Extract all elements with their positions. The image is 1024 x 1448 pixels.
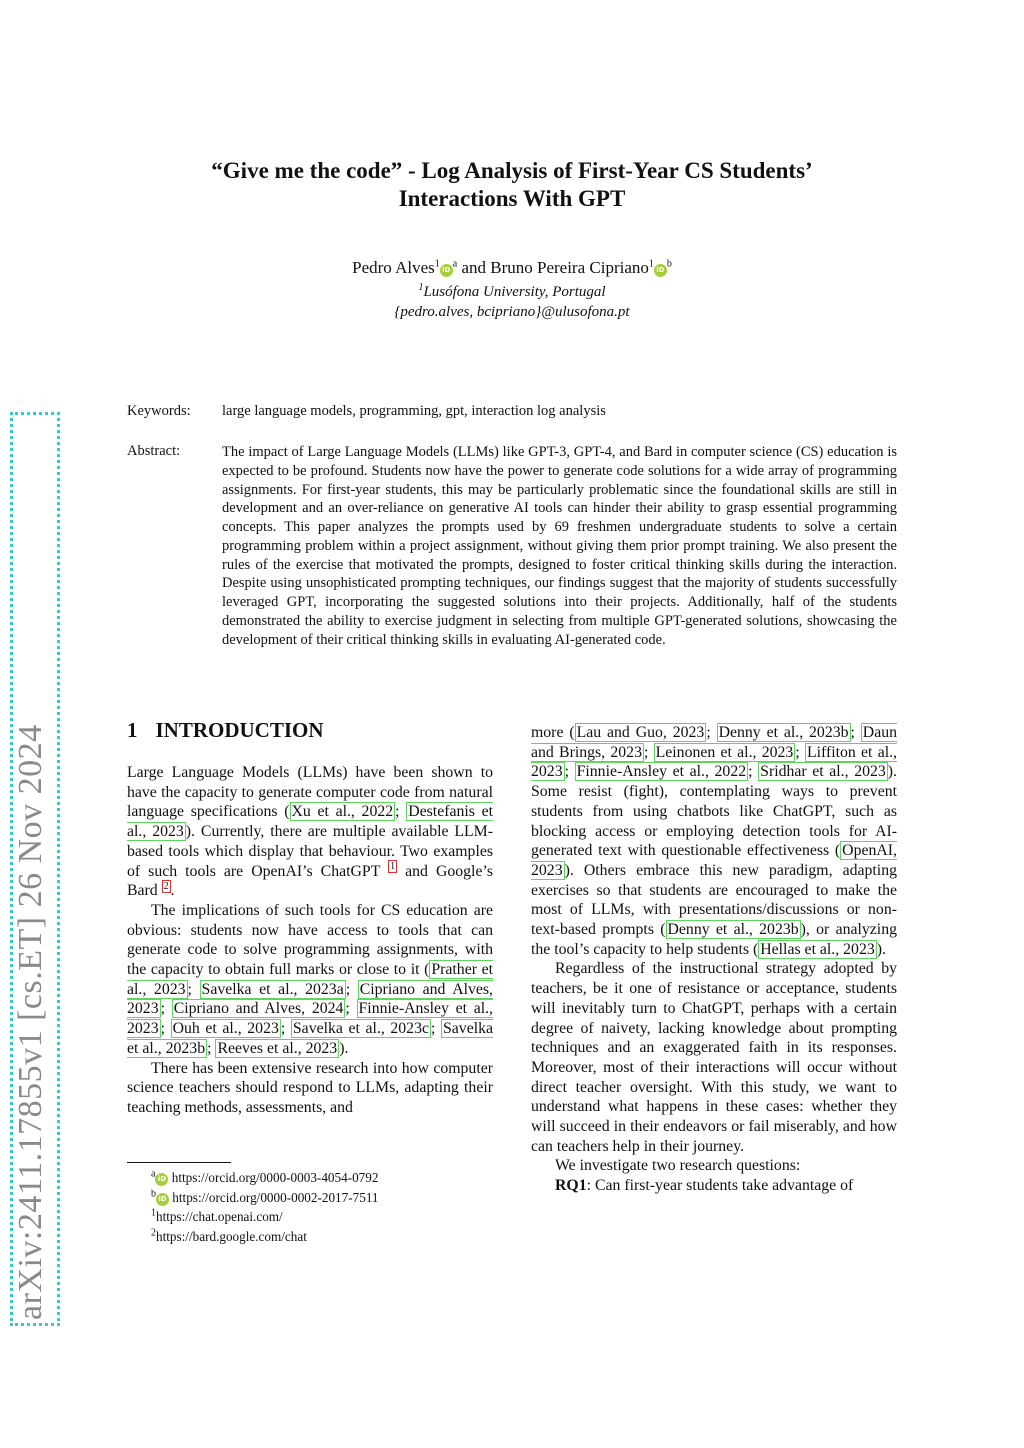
title-line-2: Interactions With GPT (398, 186, 626, 211)
citation-link[interactable]: OpenAI, 2023 (531, 842, 897, 879)
arxiv-stamp-text: arXiv:2411.17855v1 [cs.ET] 26 Nov 2024 (12, 724, 49, 1320)
citation-link[interactable]: Savelka et al., 2023a (201, 980, 344, 998)
citation-link[interactable]: Savelka et al., 2023b (127, 1020, 494, 1057)
footnote-orcid-a: $^a$ iD https://orcid.org/0000-0003-4054-0792 (151, 1168, 379, 1185)
citation-link[interactable]: Denny et al., 2023b (718, 724, 849, 741)
orcid-icon[interactable]: iD (156, 1193, 169, 1206)
paragraph: There has been extensive research into how computer science teachers should respond to LLMs, adapting their teaching methods, assessments, and (127, 1059, 493, 1116)
footnote-text[interactable]: https://chat.openai.com/ (156, 1209, 283, 1224)
citation-link[interactable]: Cipriano and Alves, 2024 (173, 1000, 344, 1018)
footnote-orcid-b: $^b$ iD https://orcid.org/0000-0002-2017-7511 (151, 1188, 379, 1205)
citation-link[interactable]: Denny et al., 2023b (667, 921, 799, 939)
arxiv-stamp[interactable] (12, 400, 50, 1320)
paper-title (0, 157, 1024, 213)
right-column (531, 723, 897, 1196)
author-1: Pedro Alves (352, 258, 435, 277)
arxiv-stamp-border (10, 412, 60, 1326)
citation-link[interactable]: Reeves et al., 2023 (217, 1039, 338, 1057)
orcid-icon[interactable]: iD (155, 1173, 168, 1186)
section-heading (127, 718, 324, 743)
citation-link[interactable]: Liffiton et al., 2023 (531, 743, 897, 781)
footnotes (127, 1168, 493, 1246)
footnote-link[interactable]: 2 (163, 880, 169, 892)
footnote-divider (127, 1162, 231, 1163)
citation-link[interactable]: Finnie-Ansley et al., 2022 (576, 763, 747, 781)
footnote-text[interactable]: https://orcid.org/0000-0003-4054-0792 (171, 1170, 379, 1185)
section-number: 1 (127, 718, 138, 742)
affiliation: $^1$Lusófona University, Portugal {pedro.alves, bcipriano}@ulusofona.pt (0, 282, 1024, 322)
research-question: RQ1: Can first-year students take advantage of (555, 1177, 854, 1195)
author-2: Bruno Pereira Cipriano (490, 258, 649, 277)
author-list: Pedro $Alves^1iD^a$ and Bruno Pereira $Cipriano^1iD^b$ (352, 258, 672, 277)
citation-link[interactable]: Ouh et al., 2023 (172, 1020, 279, 1038)
author-emails: {pedro.alves, bcipriano}@ulusofona.pt (394, 304, 630, 320)
citation-link[interactable]: Finnie-Ansley et al., 2023 (127, 1000, 494, 1038)
paragraph: more ( Lau and Guo, 2023 ; Denny et al., 2023b ; Daun and Brings, 2023 ; Leinonen et al., 2023 ; Liffiton et al., 2023 ; Finnie-Ansley et al., 2022 ; Sridhar et al., 2023 ). Some resist (fight), contemplating ways to prevent students from using chatbots like ChatGPT, such as blocking access or employing detection tools for AI-generated text with questionable effectiveness ( OpenAI, 2023 ). Others embrace this new paradigm, adapting exercises so that students are encouraged to make the most of LLMs, with presentations/discussions or non-text-based prompts ( Denny et al., 2023b ), or analyzing the tool’s capacity to help students ( Hellas et al., 2023 ). (531, 724, 898, 958)
keywords-text: large language models, programming, gpt, interaction log analysis (222, 403, 606, 419)
paragraph: Regardless of the instructional strategy adopted by teachers, be it one of resistance or acceptance, students will inevitably turn to ChatGPT, perhaps with a certain degree of naivety, lacking knowledge about prompting techniques and an exaggerated faith in its responses. Moreover, most of their interactions will occur without direct teacher oversight. With this study, we want to understand what happens in these cases: whether they will succeed in their endeavors or fail miserably, and how can teachers help in their journey. (531, 960, 897, 1155)
citation-link[interactable]: Leinonen et al., 2023 (655, 743, 794, 761)
paragraph: Large Language Models (LLMs) have been shown to have the capacity to generate computer code from natural language specifications ( Xu et al., 2022 ; Destefanis et al., 2023 ). Currently, there are multiple available LLM-based tools which display that behaviour. Two examples of such tools are OpenAI’s ChatGPT $^1$ and Google’s Bard $^2$ . (127, 764, 493, 900)
affiliation-name: Lusófona University, Portugal (423, 284, 606, 300)
abstract-text: The impact of Large Language Models (LLMs) like GPT-3, GPT-4, and Bard in computer science (CS) education is expected to be profound. Students now have the power to generate code solutions for a wide array of programming assignments. For first-year students, this may be particularly problematic since the foundational skills are still in development and an over-reliance on generative AI tools can hinder their ability to grasp essential programming concepts. This paper analyzes the prompts used by 69 freshmen undergraduate students to solve a certain programming problem within a project assignment, without giving them prior prompt training. We also present the rules of the exercise that motivated the prompts, designed to foster critical thinking skills during the interaction. Despite using unsophisticated prompting techniques, our findings suggest that the majority of students successfully leveraged GPT, incorporating the suggested solutions into their projects. Additionally, half of the students demonstrated the ability to exercise judgment in selecting from multiple GPT-generated solutions, showcasing the development of their critical thinking skills in evaluating AI-generated code. (222, 444, 897, 648)
footnote-1: $^1$https://chat.openai.com/ (151, 1207, 283, 1224)
orcid-icon[interactable]: iD (440, 264, 453, 277)
footnote-link[interactable]: 1 (390, 861, 396, 873)
orcid-icon[interactable]: iD (654, 264, 667, 277)
left-column (127, 763, 493, 1118)
section-title: INTRODUCTION (155, 718, 324, 742)
citation-link[interactable]: Prather et al., 2023 (127, 961, 493, 998)
abstract-label: Abstract: (127, 443, 181, 459)
citation-link[interactable]: Lau and Guo, 2023 (576, 724, 705, 741)
citation-link[interactable]: Sridhar et al., 2023 (760, 763, 886, 781)
citation-link[interactable]: Cipriano and Alves, 2023 (127, 980, 493, 1018)
title-line-1: “Give me the code” - Log Analysis of First-Year CS Students’ (211, 158, 813, 183)
citation-link[interactable]: Savelka et al., 2023c (292, 1020, 429, 1038)
footnote-2: $^2$https://bard.google.com/chat (151, 1227, 307, 1244)
rq-label: RQ1 (555, 1177, 587, 1195)
citation-link[interactable]: Hellas et al., 2023 (760, 940, 875, 958)
footnote-text[interactable]: https://bard.google.com/chat (156, 1228, 307, 1244)
paragraph: We investigate two research questions: (555, 1157, 801, 1175)
paragraph: The implications of such tools for CS education are obvious: students now have access to tools that can generate code to solve programming assignments, with the capacity to obtain full marks or close to it ( Prather et al., 2023 ; Savelka et al., 2023a ; Cipriano and Alves, 2023 ; Cipriano and Alves, 2024 ; Finnie-Ansley et al., 2023 ; Ouh et al., 2023 ; Savelka et al., 2023c ; Savelka et al., 2023b ; Reeves et al., 2023 ). (127, 901, 494, 1057)
footnote-text[interactable]: https://orcid.org/0000-0002-2017-7511 (172, 1189, 379, 1205)
keywords-label: Keywords: (127, 403, 191, 419)
citation-link[interactable]: Xu et al., 2022 (291, 803, 394, 821)
citation-link[interactable]: Destefanis et al., 2023 (127, 803, 493, 841)
citation-link[interactable]: Daun and Brings, 2023 (531, 724, 897, 761)
